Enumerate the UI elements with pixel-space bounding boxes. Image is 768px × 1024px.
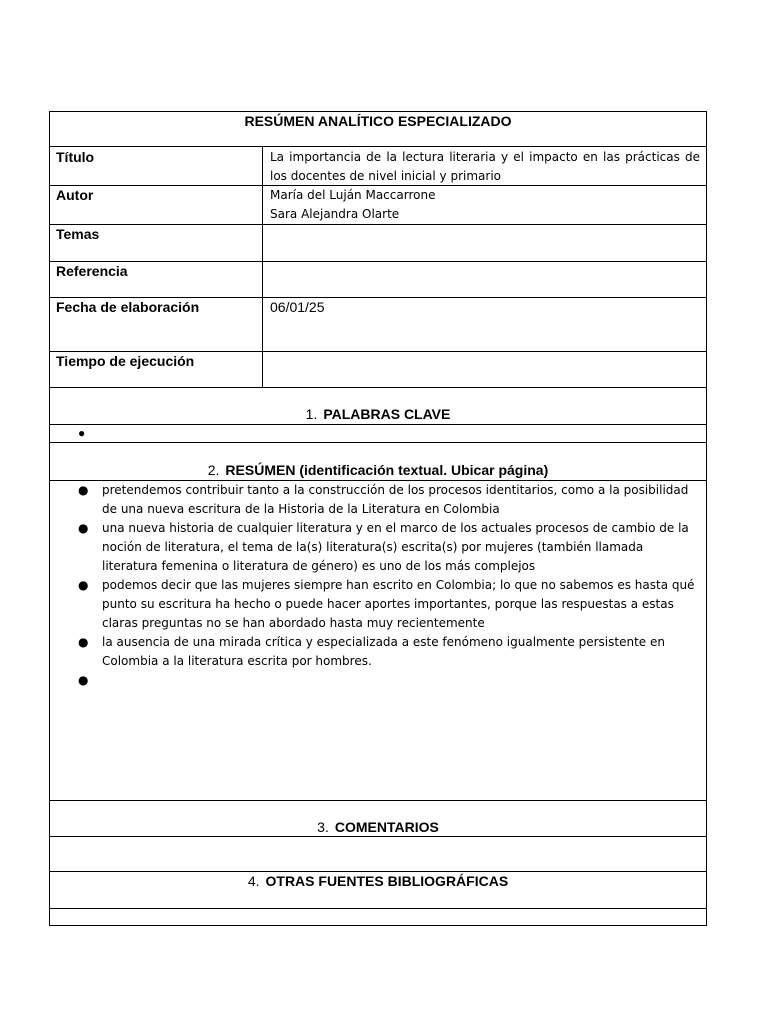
temas-label: Temas xyxy=(56,226,100,242)
temas-value[interactable] xyxy=(270,225,700,259)
bullet-icon: ● xyxy=(78,521,89,535)
list-item xyxy=(78,519,698,576)
section-title: RESÚMEN (identificación textual. Ubicar página) xyxy=(225,462,549,478)
list-item-text: una nueva historia de cualquier literatura y en el marco de los actuales procesos de cambio de la noción de literatura, el tema de la(s) literatura(s) escrita(s) por mujeres (también llamada literatura femenina o literatura de género) es uno de los más complejos xyxy=(102,521,689,573)
section-comentarios xyxy=(50,818,706,836)
section-number: 1. xyxy=(305,406,318,422)
tiempo-label: Tiempo de ejecución xyxy=(56,353,195,369)
list-item xyxy=(78,671,698,690)
list-item-text: podemos decir que las mujeres siempre han escrito en Colombia; lo que no sabemos es hasta qué punto su escritura ha hecho o puede hacer aportes importantes, porque las respuestas a estas claras preguntas no se han abordado hasta muy recientemente xyxy=(102,578,695,630)
fecha-value[interactable]: 06/01/25 xyxy=(270,299,325,315)
section-number: 2. xyxy=(207,462,220,478)
list-item xyxy=(78,633,698,671)
autor-line: María del Luján Maccarrone xyxy=(270,188,436,202)
list-item-text: pretendemos contribuir tanto a la construcción de los procesos identitarios, como a la posibilidad de una nueva escritura de la Historia de la Literatura en Colombia xyxy=(102,483,689,516)
row-divider xyxy=(50,424,706,425)
autor-label: Autor xyxy=(56,187,94,203)
titulo-label: Título xyxy=(56,149,95,165)
row-divider xyxy=(50,908,706,909)
row-divider xyxy=(50,836,706,837)
list-item-text: la ausencia de una mirada crítica y especializada a este fenómeno igualmente persistente en Colombia a la literatura escrita por hombres. xyxy=(102,635,665,668)
section-title: COMENTARIOS xyxy=(334,819,439,835)
list-item xyxy=(78,481,698,519)
fecha-label: Fecha de elaboración xyxy=(56,299,200,315)
section-number: 4. xyxy=(247,873,260,889)
list-item xyxy=(78,576,698,633)
row-divider xyxy=(50,387,706,388)
bullet-icon: ● xyxy=(78,673,89,687)
section-palabras-clave xyxy=(50,405,706,423)
section-otras-fuentes xyxy=(50,872,706,890)
row-divider xyxy=(50,146,706,147)
bullet-icon: ● xyxy=(78,578,89,592)
section-resumen xyxy=(50,461,706,479)
form-title: RESÚMEN ANALÍTICO ESPECIALIZADO xyxy=(244,113,512,129)
section-title: OTRAS FUENTES BIBLIOGRÁFICAS xyxy=(265,873,509,889)
autor-value[interactable] xyxy=(270,186,700,224)
bullet-icon: ● xyxy=(78,483,89,497)
section-title: PALABRAS CLAVE xyxy=(323,406,451,422)
row-divider xyxy=(50,442,706,443)
bullet-icon: ● xyxy=(78,635,89,649)
bullet-icon: ● xyxy=(78,426,86,440)
autor-line: Sara Alejandra Olarte xyxy=(270,207,400,221)
referencia-value[interactable] xyxy=(270,262,700,296)
tiempo-value[interactable] xyxy=(270,352,700,386)
resumen-list[interactable] xyxy=(78,481,698,690)
row-divider xyxy=(50,800,706,801)
section-number: 3. xyxy=(317,819,329,835)
referencia-label: Referencia xyxy=(56,263,128,279)
titulo-value[interactable]: La importancia de la lectura literaria y el impacto en las prácticas de los docentes de nivel inicial y primario xyxy=(270,150,700,183)
rae-form-table xyxy=(49,111,707,926)
